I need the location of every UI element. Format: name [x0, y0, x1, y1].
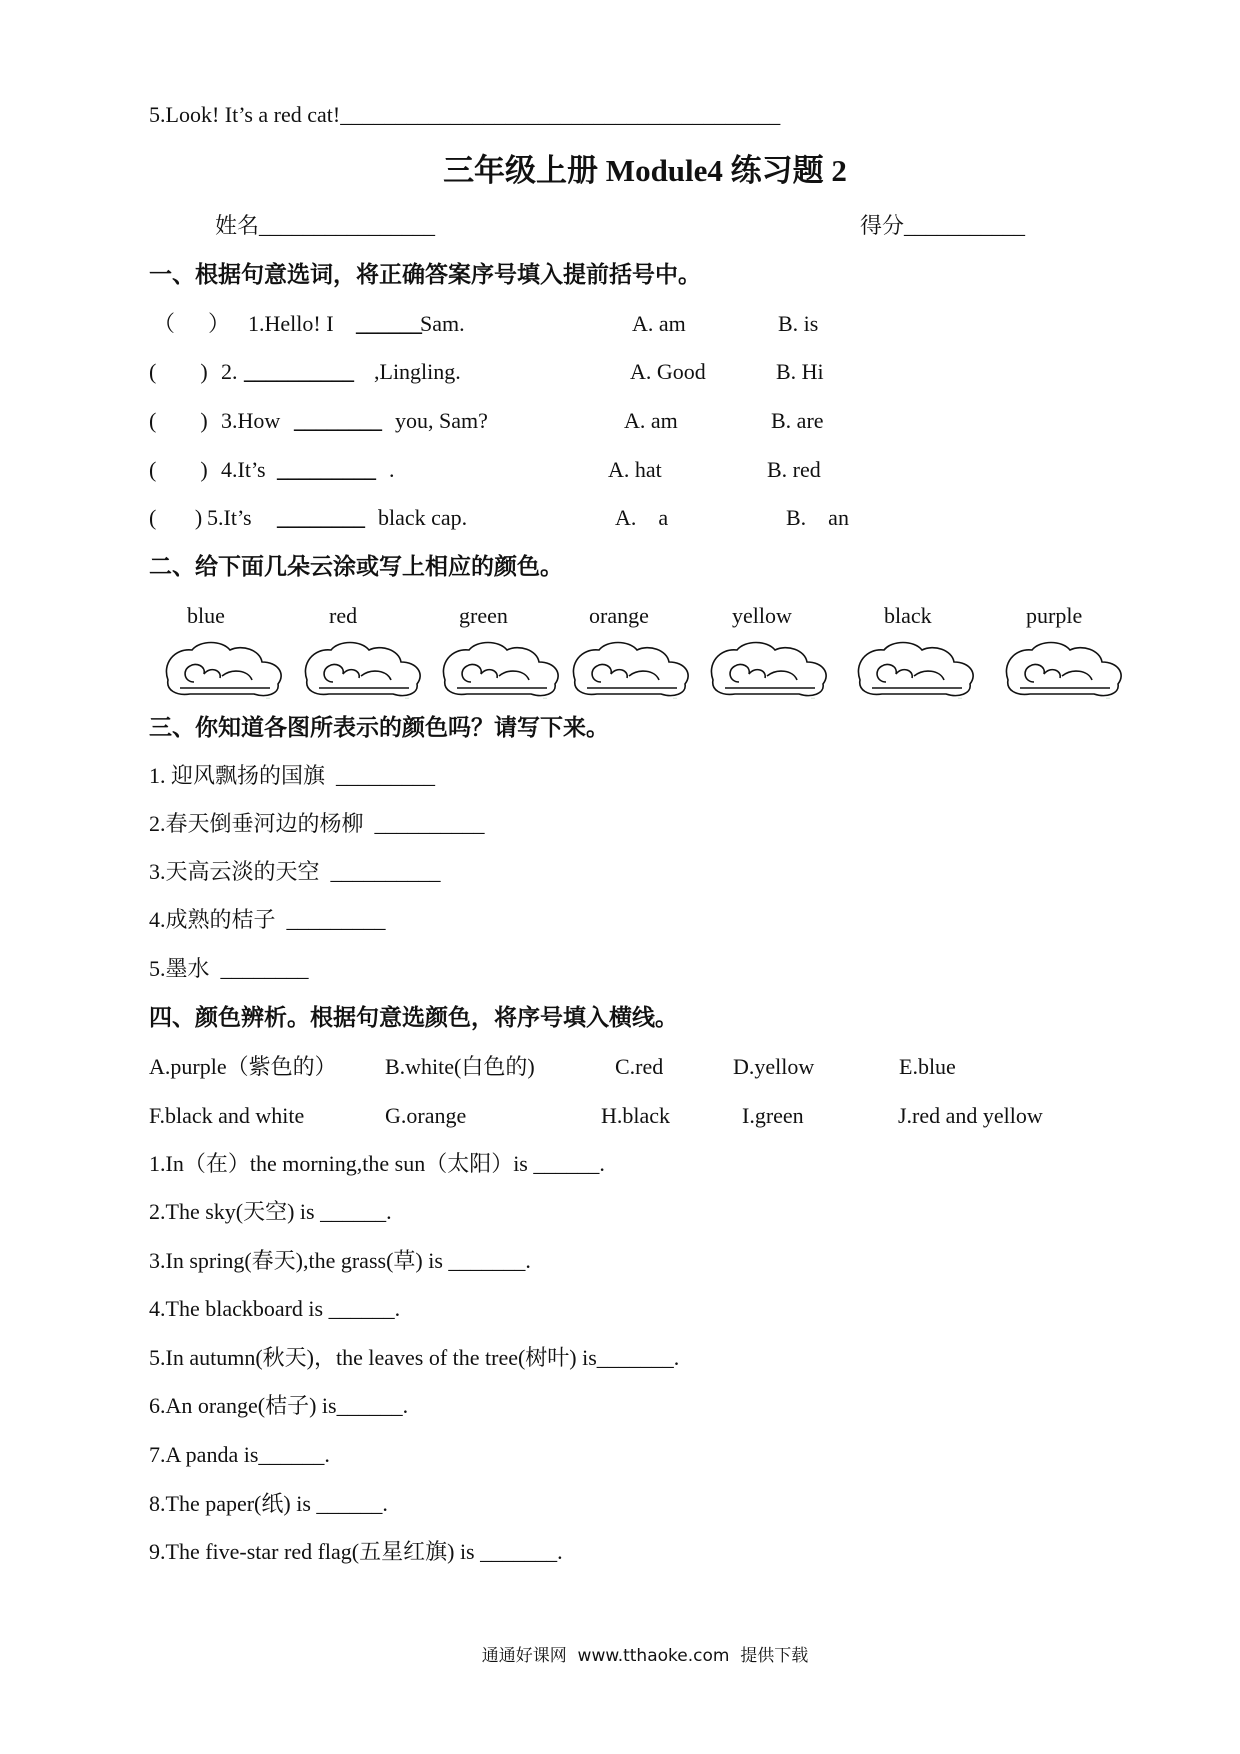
cloud-outline-icon[interactable] — [705, 636, 835, 704]
color-option: J.red and yellow — [898, 1103, 1043, 1128]
answer-blank: ______ — [356, 311, 422, 336]
question-stem: 3.How — [221, 408, 281, 433]
score-field: 得分___________ — [860, 213, 1026, 238]
answer-paren: （ ） — [153, 311, 231, 336]
list-item: 4.The blackboard is ______. — [149, 1296, 401, 1321]
question-stem: 5.It’s — [207, 505, 258, 530]
color-option: H.black — [601, 1103, 671, 1128]
color-option: I.green — [742, 1103, 804, 1128]
name-field: 姓名________________ — [215, 213, 436, 238]
color-option: A.purple（紫色的） — [149, 1054, 337, 1079]
question-rest: ,Lingling. — [374, 359, 461, 384]
option-a: A. am — [624, 408, 678, 433]
answer-blank: ________ — [277, 505, 365, 530]
color-option: D.yellow — [733, 1054, 815, 1079]
question-stem: 4.It’s — [221, 457, 266, 482]
cloud-outline-icon[interactable] — [299, 636, 429, 704]
svg-text:··: ·· — [266, 696, 270, 702]
option-b: B. red — [767, 457, 821, 482]
svg-text:··: ·· — [673, 696, 677, 702]
cloud-outline-icon[interactable] — [160, 636, 290, 704]
answer-blank: _________ — [277, 457, 376, 482]
answer-paren: ( ) — [149, 359, 208, 384]
answer-paren: ( ) — [149, 457, 208, 482]
list-item: 5.墨水 ________ — [149, 956, 309, 981]
question-rest: you, Sam? — [395, 408, 488, 433]
option-a: A. am — [632, 311, 686, 336]
list-item: 9.The five-star red flag(五星红旗) is _______. — [149, 1539, 563, 1564]
section1-heading: 一、根据句意选词，将正确答案序号填入提前括号中。 — [149, 262, 701, 287]
question-stem: 2. — [221, 359, 238, 384]
answer-paren: ( ) — [149, 408, 208, 433]
option-b: B. an — [786, 505, 849, 530]
svg-text:··: ·· — [811, 696, 815, 702]
cloud-outline-icon[interactable] — [852, 636, 982, 704]
question-stem: 1.Hello! I — [248, 311, 334, 336]
option-b: B. Hi — [776, 359, 824, 384]
previous-question-line: 5.Look! It’s a red cat!________________________________________ — [149, 102, 781, 127]
footer-credit: 通通好课网 www.tthaoke.com 提供下载 — [481, 1646, 809, 1666]
option-a: A. a — [615, 505, 669, 530]
option-b: B. are — [771, 408, 824, 433]
color-label: red — [329, 603, 358, 628]
list-item: 3.天高云淡的天空 __________ — [149, 859, 441, 884]
color-label: green — [459, 603, 508, 628]
question-rest: Sam. — [420, 311, 465, 336]
list-item: 3.In spring(春天),the grass(草) is _______. — [149, 1248, 531, 1273]
section4-heading: 四、颜色辨析。根据句意选颜色，将序号填入横线。 — [149, 1005, 678, 1030]
answer-paren: ( ) — [149, 505, 203, 530]
option-a: A. hat — [608, 457, 662, 482]
list-item: 2.春天倒垂河边的杨柳 __________ — [149, 811, 485, 836]
question-rest: black cap. — [378, 505, 468, 530]
section3-heading: 三、你知道各图所表示的颜色吗？请写下来。 — [149, 715, 609, 740]
list-item: 6.An orange(桔子) is______. — [149, 1393, 409, 1418]
color-option: B.white(白色的) — [385, 1054, 535, 1079]
section2-heading: 二、给下面几朵云涂或写上相应的颜色。 — [149, 554, 563, 579]
list-item: 1.In（在）the morning,the sun（太阳）is ______. — [149, 1151, 605, 1176]
cloud-outline-icon[interactable] — [437, 636, 567, 704]
color-option: E.blue — [899, 1054, 956, 1079]
svg-text:··: ·· — [958, 696, 962, 702]
question-rest: . — [389, 457, 395, 482]
color-option: G.orange — [385, 1103, 467, 1128]
cloud-outline-icon[interactable] — [1000, 636, 1130, 704]
option-a: A. Good — [630, 359, 706, 384]
svg-text:··: ·· — [543, 696, 547, 702]
color-label: blue — [187, 603, 225, 628]
option-b: B. is — [778, 311, 819, 336]
list-item: 8.The paper(纸) is ______. — [149, 1491, 388, 1516]
list-item: 1. 迎风飘扬的国旗 _________ — [149, 763, 436, 788]
cloud-outline-icon[interactable] — [567, 636, 697, 704]
list-item: 7.A panda is______. — [149, 1442, 330, 1467]
color-label: yellow — [732, 603, 792, 628]
color-option: C.red — [615, 1054, 664, 1079]
color-option: F.black and white — [149, 1103, 305, 1128]
page-title: 三年级上册 Module4 练习题 2 — [443, 153, 847, 188]
color-label: orange — [589, 603, 649, 628]
list-item: 4.成熟的桔子 _________ — [149, 907, 386, 932]
svg-text:··: ·· — [1106, 696, 1110, 702]
answer-blank: ________ — [294, 408, 382, 433]
svg-text:··: ·· — [405, 696, 409, 702]
color-label: purple — [1026, 603, 1083, 628]
color-label: black — [884, 603, 932, 628]
list-item: 5.In autumn(秋天)，the leaves of the tree(树叶) is_______. — [149, 1345, 680, 1370]
answer-blank: __________ — [244, 359, 354, 384]
list-item: 2.The sky(天空) is ______. — [149, 1199, 392, 1224]
